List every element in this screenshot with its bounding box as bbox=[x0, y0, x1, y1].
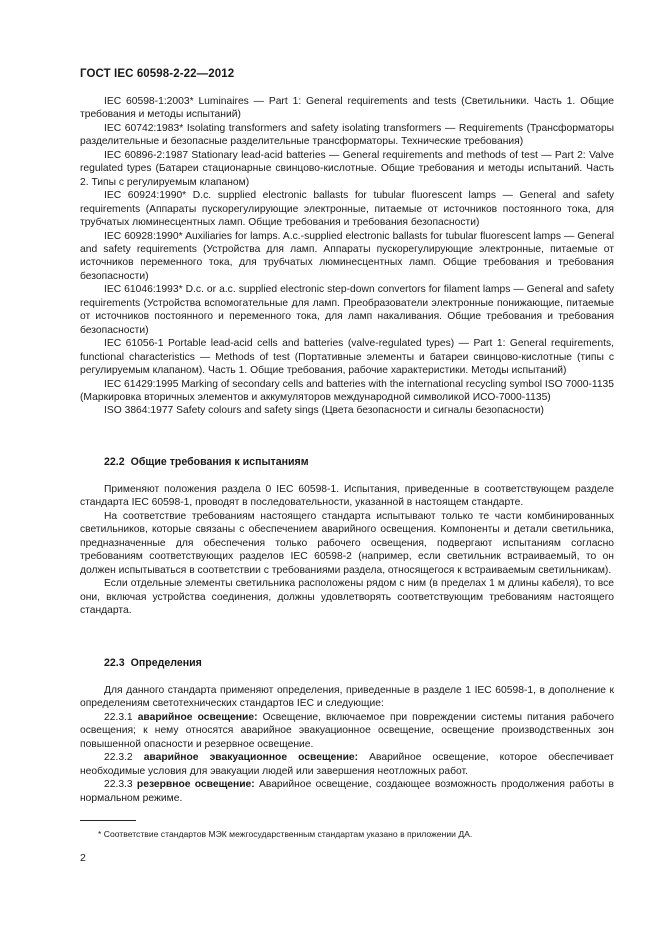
page-header-standard-number: ГОСТ IEC 60598-2-22—2012 bbox=[80, 68, 235, 80]
section-22-3-heading bbox=[104, 657, 208, 669]
footnote: * Соответствие стандартов МЭК межгосударственным стандартам указано в приложении ДА. bbox=[98, 829, 473, 839]
definition-item bbox=[80, 711, 614, 751]
definition-text: Освещение, включаемое при повреждении системы питания рабочего освещения; к нему относятся аварийное эвакуационное освещение, освещение производственных зон повышенной опасности и резервное освещение. bbox=[80, 711, 614, 750]
reference-item: IEC 61046:1993* D.c. or a.c. supplied electronic step-down convertors for filament lamps — General and safety requirements (Устройства вспомогательные для ламп. Преобразователи электронные понижающие, питаемые от источников постоянного и переменного тока, для ламп накаливания. Общие требования и требования безопасности) bbox=[80, 284, 614, 336]
section-22-2-heading bbox=[104, 456, 315, 468]
definition-term: резервное освещение: bbox=[136, 779, 255, 791]
normative-references-list bbox=[80, 95, 614, 418]
reference-item: IEC 61429:1995 Marking of secondary cells and batteries with the international recycling symbol ISO 7000-1135 (Маркировка вторичных элементов и аккумуляторов международной символикой ИСО-7000-1135) bbox=[80, 378, 614, 403]
definition-number: 22.3.3 bbox=[104, 779, 133, 791]
section-number: 22.3 bbox=[104, 657, 125, 669]
reference-item: IEC 61056-1 Portable lead-acid cells and batteries (valve-regulated types) — Part 1: General requirements, functional characteristics — Methods of test (Портативные элементы и батареи свинцово-кислотные (типы с регулируемым клапаном). Часть 1. Общие требования, рабочие характеристики. Методы испытаний) bbox=[80, 338, 614, 377]
definition-number: 22.3.2 bbox=[104, 752, 133, 764]
definition-number: 22.3.1 bbox=[104, 711, 133, 723]
reference-item: ISO 3864:1977 Safety colours and safety sings (Цвета безопасности и сигналы безопасности) bbox=[104, 405, 544, 417]
definition-text: Аварийное освещение, которое обеспечивает необходимые условия для эвакуации людей или завершения неотложных работ. bbox=[80, 752, 614, 777]
reference-item: IEC 60928:1990* Auxiliaries for lamps. A.c.-supplied electronic ballasts for tubular fluorescent lamps — General and safety requirements (Устройства для ламп. Аппараты пускорегулирующие электронные, питаемые от источников переменного тока, для трубчатых люминесцентных ламп. Общие требования и требования безопасности) bbox=[80, 230, 614, 282]
section-22-2-body bbox=[80, 483, 614, 618]
reference-item: IEC 60896-2:1987 Stationary lead-acid batteries — General requirements and methods of test — Part 2: Valve regulated types (Батареи стационарные свинцово-кислотные. Общие требования и методы испытаний. Часть 2. Типы с регулируемым клапаном) bbox=[80, 149, 614, 188]
definition-item bbox=[80, 751, 614, 778]
reference-item: IEC 60742:1983* Isolating transformers and safety isolating transformers — Requirements (Трансформаторы разделительные и безопасные разделительные трансформаторы. Технические требования) bbox=[80, 122, 614, 148]
section-title: Общие требования к испытаниям bbox=[130, 456, 309, 468]
section-title: Определения bbox=[130, 657, 202, 669]
paragraph: Применяют положения раздела 0 IEC 60598-1. Испытания, приведенные в соответствующем разделе стандарта IEC 60598-1, проводят в последовательности, указанной в настоящем стандарте. bbox=[80, 484, 614, 509]
paragraph: Для данного стандарта применяют определения, приведенные в разделе 1 IEC 60598-1, в дополнение к определениям светотехнических стандартов IEC и следующие: bbox=[80, 685, 614, 710]
section-22-3-body bbox=[80, 684, 614, 805]
definition-item bbox=[80, 778, 614, 805]
reference-item: IEC 60924:1990* D.c. supplied electronic ballasts for tubular fluorescent lamps — General and safety requirements (Аппараты пускорегулирующие электронные, питаемые от источников постоянного тока, для трубчатых люминесцентных ламп. Общие требования и требования безопасности) bbox=[80, 190, 614, 229]
definition-term: аварийное эвакуационное освещение: bbox=[143, 752, 359, 764]
reference-item: IEC 60598-1:2003* Luminaires — Part 1: General requirements and tests (Светильники. Часть 1. Общие требования и методы испытаний) bbox=[80, 96, 614, 121]
definition-term: аварийное освещение: bbox=[137, 711, 258, 723]
page-number: 2 bbox=[80, 852, 86, 864]
paragraph: Если отдельные элементы светильника расположены рядом с ним (в пределах 1 м длины кабеля), то все они, включая устройства соединения, должны удовлетворять соответствующим требованиям настоящего стандарта. bbox=[80, 578, 614, 617]
footnote-divider bbox=[80, 820, 136, 821]
definition-text: Аварийное освещение, создающее возможность продолжения работы в нормальном режиме. bbox=[80, 779, 614, 804]
paragraph: На соответствие требованиям настоящего стандарта испытывают только те части комбинированных светильников, которые связаны с обеспечением аварийного освещения. Компоненты и детали светильника, предназначенные для обеспечения только рабочего освещения, подвергают испытаниям согласно требованиям соответствующих разделов IEC 60598-2 (например, если светильник встраиваемый, то он должен испытываться в соответствии с требованиями раздела, относящегося к встраиваемым светильникам). bbox=[80, 510, 614, 576]
section-number: 22.2 bbox=[104, 456, 125, 468]
